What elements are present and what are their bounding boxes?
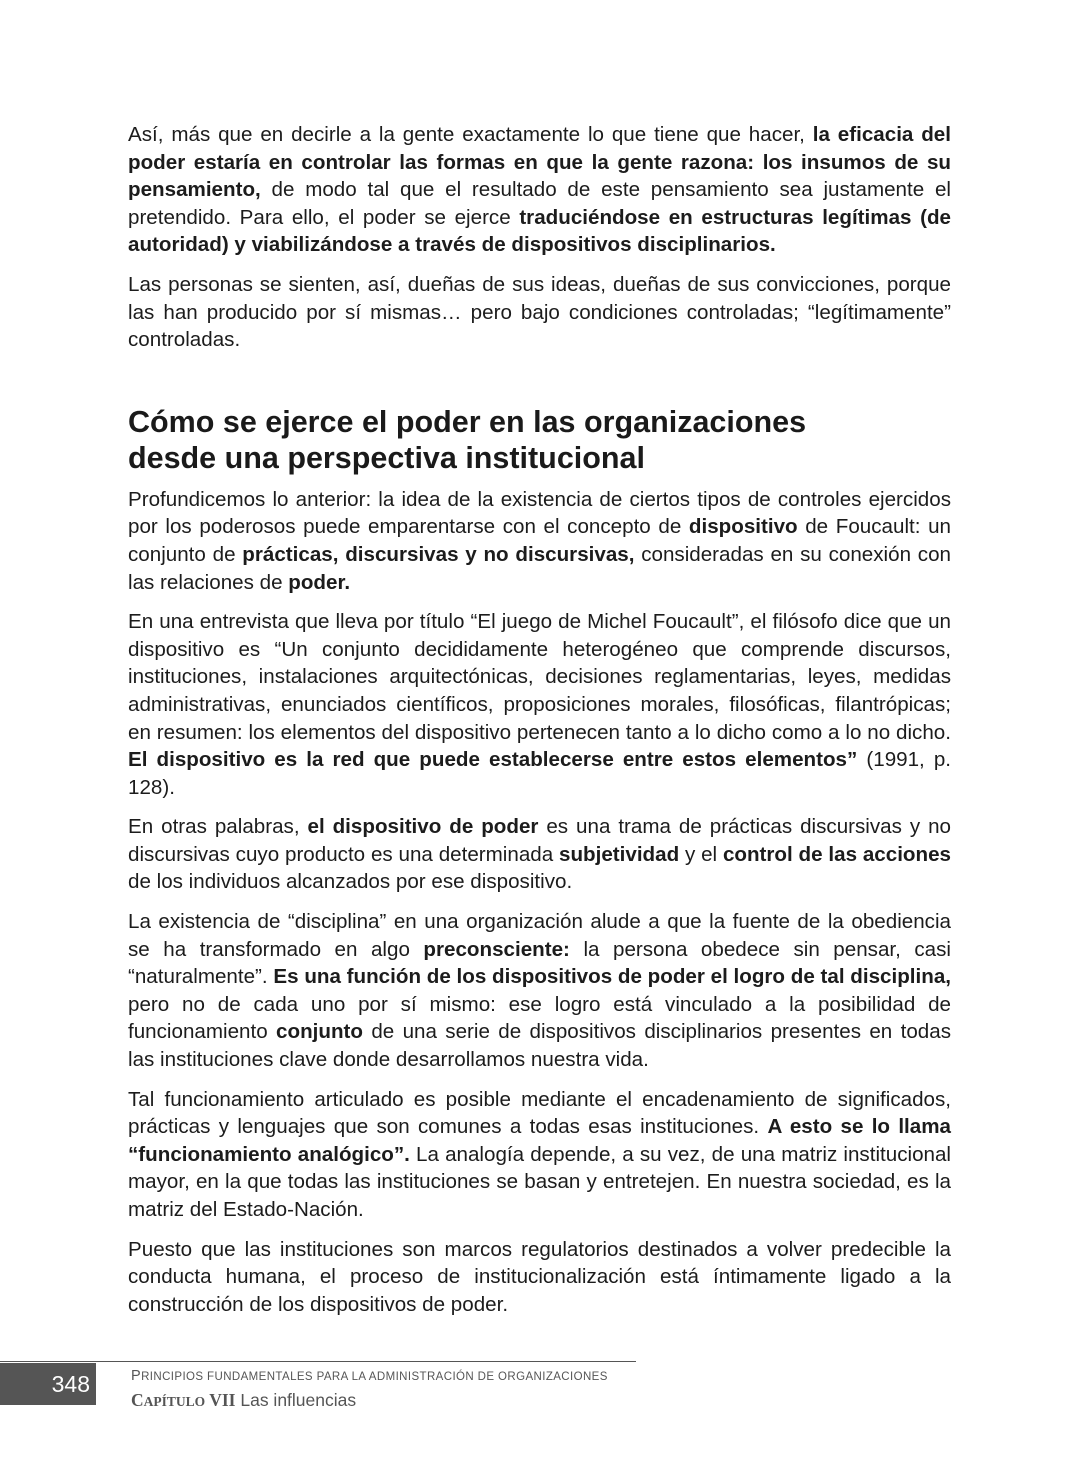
text-run: Tal funcionamiento articulado es posible mediante el encadenamiento de significados, prácticas y lenguajes que son comunes a todas esas instituciones. (128, 1087, 951, 1139)
footer-rule (0, 1361, 636, 1362)
bold-text: prácticas, discursivas y no discursivas, (242, 542, 635, 566)
paragraph (128, 813, 951, 896)
paragraph (128, 121, 951, 259)
page-number-box (0, 1363, 96, 1405)
section-heading (128, 404, 951, 476)
paragraph (128, 908, 951, 1074)
text-run: de los individuos alcanzados por ese dispositivo. (128, 870, 573, 894)
bold-text: A esto se lo llama “funcionamiento analógico”. (128, 1115, 951, 1166)
text-run: Profundicemos lo anterior: la idea de la existencia de ciertos tipos de controles ejercidos por los poderosos puede emparentarse con el concepto de (128, 487, 951, 539)
chapter-number: VII (209, 1390, 236, 1410)
text-run: de modo tal que el resultado de este pensamiento sea justamente el pretendido. Para ello, el poder se ejerce (128, 178, 951, 229)
text-run: En una entrevista que lleva por título “El juego de Michel Foucault”, el filósofo dice que un dispositivo es “Un conjunto decididamente heterogéneo que comprende discursos, instituciones, instalaciones arquitectónicas, decisiones reglamentarias, leyes, medidas administrativas, enunciados científicos, proposiciones morales, filosóficas, filantrópicas; en resumen: los elementos del dispositivo pertenecen tanto a lo dicho como a lo no dicho. (128, 610, 951, 744)
bold-text: dispositivo (688, 515, 798, 539)
book-title-initial: P (131, 1368, 142, 1384)
text-run: consideradas en su conexión con las relaciones de (128, 542, 951, 594)
paragraph (128, 1086, 951, 1224)
bold-text: la eficacia del poder estaría en controlar las formas en que la gente razona: los insumos de su pensamiento, (128, 123, 951, 202)
section-heading-line-1: Cómo se ejerce el poder en las organizaciones (128, 404, 807, 439)
intro-paragraphs (128, 121, 951, 354)
text-run: Puesto que las instituciones son marcos regulatorios destinados a volver predecible la conducta humana, el proceso de institucionalización está íntimamente ligado a la construcción de los dispositivos de poder. (128, 1237, 951, 1316)
text-run: Así, más que en decirle a la gente exactamente lo que tiene que hacer, (128, 123, 813, 146)
paragraph (128, 1236, 951, 1319)
text-run: En otras palabras, (128, 815, 308, 839)
chapter-label-initial: C (131, 1390, 144, 1410)
paragraph (128, 486, 951, 596)
chapter-label-rest: APÍTULO (143, 1394, 206, 1409)
text-run: la persona obedece sin pensar, casi “naturalmente”. (128, 937, 951, 989)
bold-text: El dispositivo es la red que puede establecerse entre estos elementos” (128, 748, 858, 772)
text-run: (1991, p. 128). (128, 748, 952, 799)
bold-text: conjunto (276, 1020, 363, 1044)
text-run: de una serie de dispositivos disciplinarios presentes en todas las instituciones clave donde desarrollamos nuestra vida. (128, 1020, 951, 1072)
bold-text: Es una función de los dispositivos de poder el logro de tal disciplina, (273, 965, 951, 989)
running-footer (131, 1367, 608, 1414)
paragraph (128, 608, 951, 801)
chapter-title: Las influencias (240, 1390, 357, 1410)
text-run: La existencia de “disciplina” en una organización alude a que la fuente de la obediencia se ha transformado en algo (128, 910, 951, 961)
bold-text: preconsciente: (423, 937, 570, 961)
chapter-line (131, 1388, 608, 1414)
text-run: La analogía depende, a su vez, de una matriz institucional mayor, en la que todas las instituciones se basan y entretejen. En nuestra sociedad, es la matriz del Estado-Nación. (128, 1142, 952, 1221)
text-run: de Foucault: un conjunto de (128, 515, 951, 566)
bold-text: traduciéndose en estructuras legítimas (de autoridad) y viabilizándose a través de dispositivos disciplinarios. (128, 205, 951, 257)
page-number: 348 (51, 1370, 90, 1397)
text-run: pero no de cada uno por sí mismo: ese logro está vinculado a la posibilidad de funcionamiento (128, 992, 951, 1044)
text-run: Las personas se sienten, así, dueñas de sus ideas, dueñas de sus convicciones, porque las han producido por sí mismas… pero bajo condiciones controladas; “legítimamente” controladas. (128, 272, 951, 352)
text-run: y el (679, 842, 723, 866)
section-paragraphs (128, 486, 951, 1319)
section-heading-line-2: desde una perspectiva institucional (128, 440, 645, 475)
bold-text: el dispositivo de poder (307, 815, 539, 839)
book-title-rest: RINCIPIOS FUNDAMENTALES PARA LA ADMINISTRACIÓN DE ORGANIZACIONES (141, 1371, 608, 1383)
paragraph (128, 271, 951, 354)
bold-text: poder. (288, 570, 351, 594)
bold-text: control de las acciones (722, 842, 951, 866)
book-title (131, 1367, 608, 1386)
bold-text: subjetividad (559, 842, 680, 866)
text-run: es una trama de prácticas discursivas y no discursivas cuyo producto es una determinada (128, 815, 952, 866)
chapter-label (131, 1390, 235, 1410)
page-content (128, 121, 951, 1330)
